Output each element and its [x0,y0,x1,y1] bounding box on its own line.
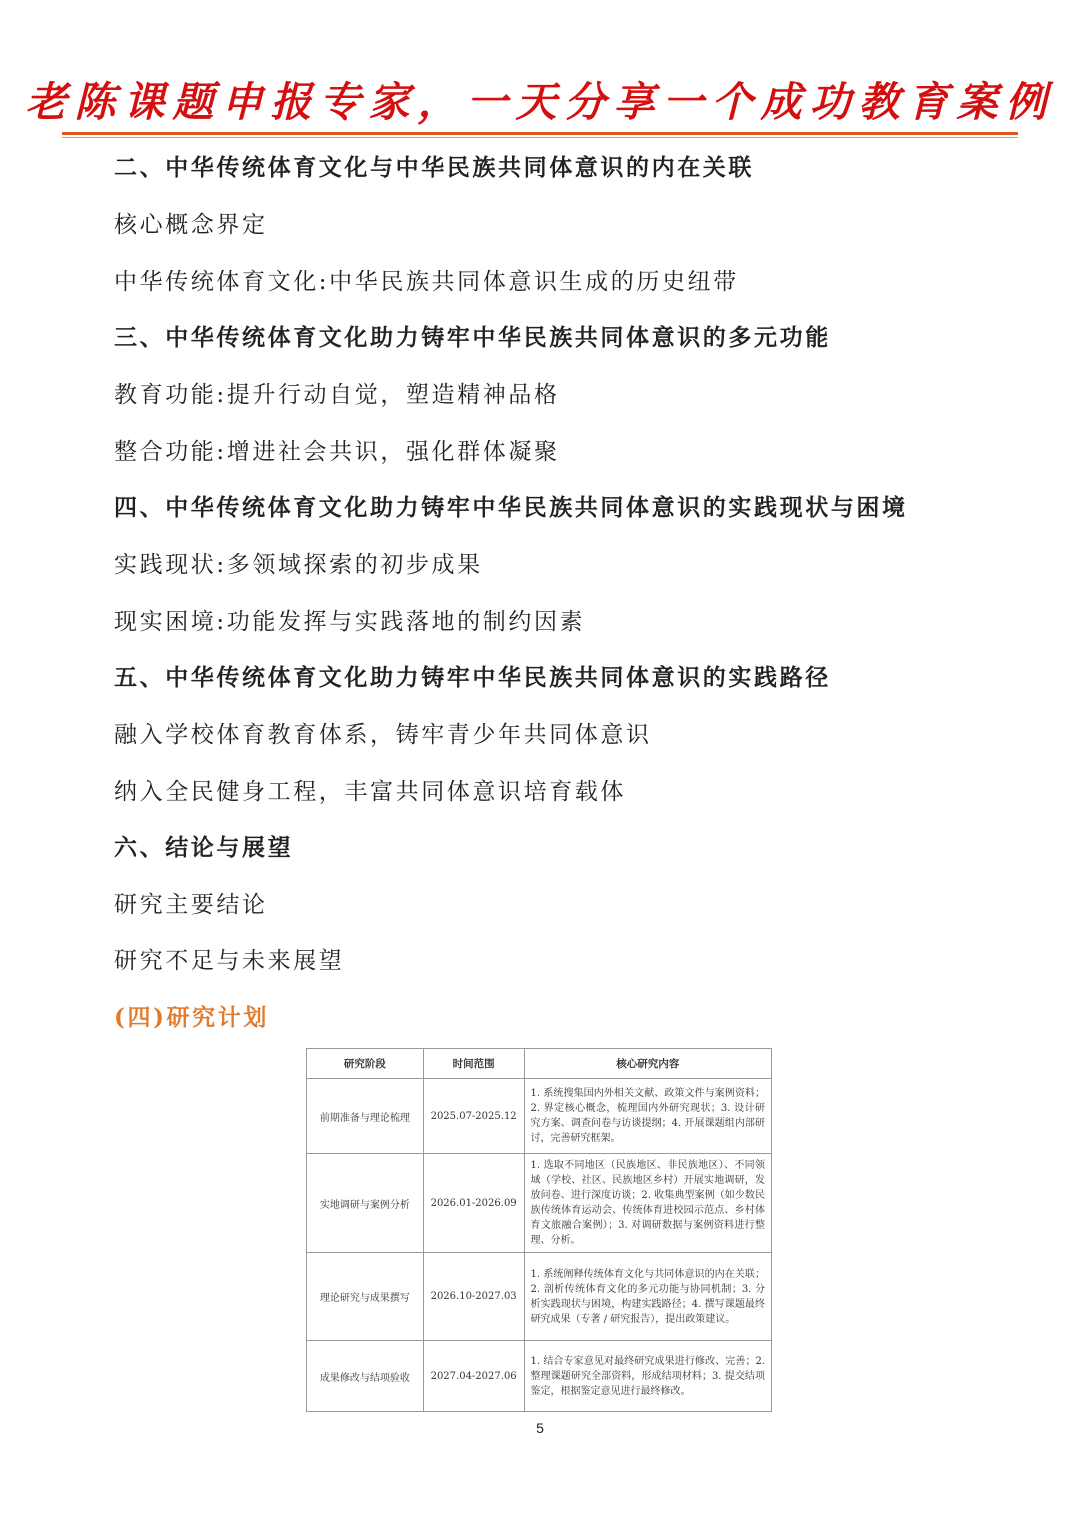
cell-content: 1. 系统搜集国内外相关文献、政策文件与案例资料；2. 界定核心概念，梳理国内外研究现状；3. 设计研究方案、调查问卷与访谈提纲；4. 开展课题组内部研讨，完善研究框架。 [524,1079,771,1154]
table-header-row [307,1049,772,1079]
table-row [307,1253,772,1341]
section-title-research-plan: (四)研究计划 [114,1004,269,1031]
text-line-11: 融入学校体育教育体系，铸牢青少年共同体意识 [114,722,652,748]
page-number: 5 [536,1420,544,1436]
header-stage: 研究阶段 [307,1049,424,1079]
text-line-13: 六、结论与展望 [114,834,294,861]
cell-content: 1. 选取不同地区（民族地区、非民族地区）、不同领域（学校、社区、民族地区乡村）开展实地调研，发放问卷、进行深度访谈；2. 收集典型案例（如少数民族传统体育运动会、传统体育进校园示范点、乡村体育文旅融合案例）；3. 对调研数据与案例资料进行整理、分析。 [524,1154,771,1253]
text-line-6: 整合功能:增进社会共识，强化群体凝聚 [114,439,560,465]
table-row [307,1079,772,1154]
text-line-2: 核心概念界定 [114,212,268,238]
text-line-9: 现实困境:功能发挥与实践落地的制约因素 [114,609,586,635]
text-line-10: 五、中华传统体育文化助力铸牢中华民族共同体意识的实践路径 [114,664,831,691]
text-line-1: 二、中华传统体育文化与中华民族共同体意识的内在关联 [114,154,754,181]
text-line-7: 四、中华传统体育文化助力铸牢中华民族共同体意识的实践现状与困境 [114,494,908,521]
cell-range: 2026.01-2026.09 [423,1154,524,1253]
text-line-14: 研究主要结论 [114,892,268,918]
text-line-8: 实践现状:多领域探索的初步成果 [114,552,483,578]
banner-divider [62,132,1018,135]
cell-stage: 理论研究与成果撰写 [307,1253,424,1341]
cell-stage: 前期准备与理论梳理 [307,1079,424,1154]
text-line-5: 教育功能:提升行动自觉，塑造精神品格 [114,382,560,408]
header-range: 时间范围 [423,1049,524,1079]
banner-title: 老陈课题申报专家，一天分享一个成功教育案例 [25,78,1055,126]
research-plan-table [306,1048,772,1408]
text-line-12: 纳入全民健身工程，丰富共同体意识培育载体 [114,779,626,805]
text-line-4: 三、中华传统体育文化助力铸牢中华民族共同体意识的多元功能 [114,324,831,351]
cell-stage: 成果修改与结项验收 [307,1341,424,1412]
table-row [307,1341,772,1412]
cell-range: 2026.10-2027.03 [423,1253,524,1341]
cell-range: 2025.07-2025.12 [423,1079,524,1154]
table-row [307,1154,772,1253]
cell-stage: 实地调研与案例分析 [307,1154,424,1253]
header-content: 核心研究内容 [524,1049,771,1079]
banner-divider-thin [62,137,1018,138]
cell-content: 1. 结合专家意见对最终研究成果进行修改、完善；2. 整理课题研究全部资料，形成结项材料；3. 提交结项鉴定，根据鉴定意见进行最终修改。 [524,1341,771,1412]
text-line-3: 中华传统体育文化:中华民族共同体意识生成的历史纽带 [114,269,739,295]
cell-content: 1. 系统阐释传统体育文化与共同体意识的内在关联；2. 剖析传统体育文化的多元功能与协同机制；3. 分析实践现状与困境，构建实践路径；4. 撰写课题最终研究成果（专著 / 研究报告），提出政策建议。 [524,1253,771,1341]
header-banner [0,72,1080,132]
text-line-15: 研究不足与未来展望 [114,948,345,974]
cell-range: 2027.04-2027.06 [423,1341,524,1412]
